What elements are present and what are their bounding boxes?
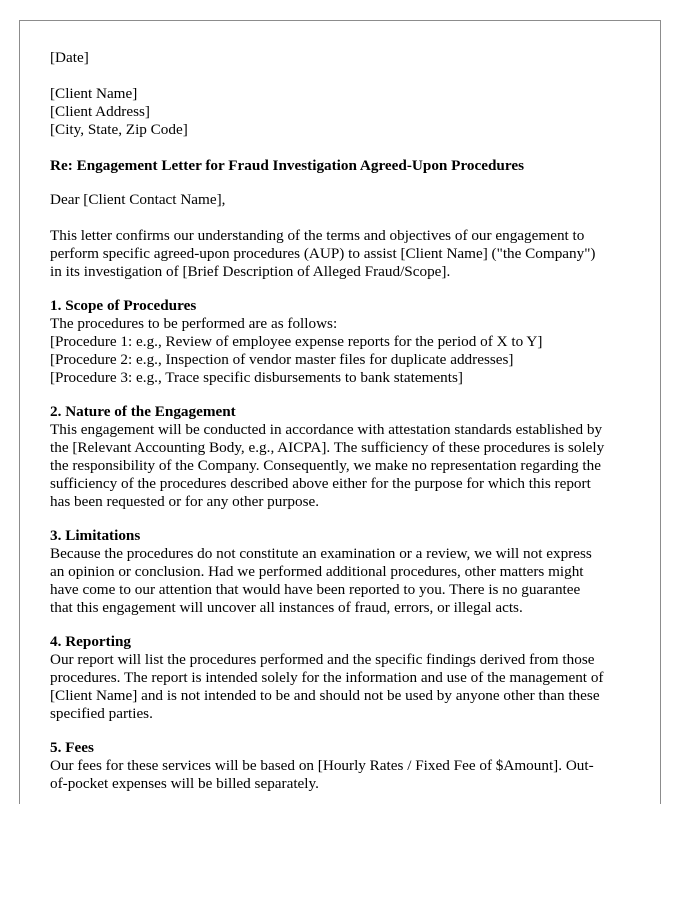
intro-line: perform specific agreed-upon procedures (AUP) to assist [Client Name] ("the Company") xyxy=(50,245,596,262)
section-line: that this engagement will uncover all instances of fraud, errors, or illegal acts. xyxy=(50,599,523,616)
section-line: sufficiency of the procedures described above either for the purpose for which this report xyxy=(50,475,591,492)
section-heading: 3. Limitations xyxy=(50,527,141,544)
section-reporting xyxy=(50,633,660,723)
section-heading: 5. Fees xyxy=(50,739,94,756)
section-limitations xyxy=(50,527,660,617)
section-line: have come to our attention that would have been reported to you. There is no guarantee xyxy=(50,581,581,598)
procedure-item: [Procedure 3: e.g., Trace specific disbursements to bank statements] xyxy=(50,369,463,386)
section-line: The procedures to be performed are as follows: xyxy=(50,315,338,332)
section-line: Our report will list the procedures performed and the specific findings derived from those xyxy=(50,651,595,668)
section-line: the [Relevant Accounting Body, e.g., AICPA]. The sufficiency of these procedures is solely xyxy=(50,439,605,456)
section-line: an opinion or conclusion. Had we performed additional procedures, other matters might xyxy=(50,563,584,580)
section-line: has been requested or for any other purpose. xyxy=(50,493,320,510)
section-line: Because the procedures do not constitute an examination or a review, we will not express xyxy=(50,545,592,562)
recipient-name: [Client Name] xyxy=(50,85,138,102)
section-line: This engagement will be conducted in accordance with attestation standards established by xyxy=(50,421,603,438)
section-fees xyxy=(50,739,660,793)
procedure-item: [Procedure 1: e.g., Review of employee expense reports for the period of X to Y] xyxy=(50,333,543,350)
section-line: of-pocket expenses will be billed separately. xyxy=(50,775,319,792)
salutation-block xyxy=(50,191,660,209)
section-line: [Client Name] and is not intended to be and should not be used by anyone other than these xyxy=(50,687,600,704)
intro-line: This letter confirms our understanding of the terms and objectives of our engagement to xyxy=(50,227,585,244)
subject-block xyxy=(50,157,660,175)
procedure-item: [Procedure 2: e.g., Inspection of vendor master files for duplicate addresses] xyxy=(50,351,514,368)
date-line: [Date] xyxy=(50,49,89,66)
section-nature xyxy=(50,403,660,511)
letter-page xyxy=(19,20,661,804)
date-block xyxy=(50,49,660,67)
intro-paragraph xyxy=(50,227,660,281)
recipient-address: [Client Address] xyxy=(50,103,150,120)
section-heading: 2. Nature of the Engagement xyxy=(50,403,236,420)
section-heading: 4. Reporting xyxy=(50,633,131,650)
section-heading: 1. Scope of Procedures xyxy=(50,297,197,314)
recipient-city-state-zip: [City, State, Zip Code] xyxy=(50,121,188,138)
section-scope xyxy=(50,297,660,387)
section-line: Our fees for these services will be based on [Hourly Rates / Fixed Fee of $Amount]. Out- xyxy=(50,757,594,774)
section-line: specified parties. xyxy=(50,705,153,722)
recipient-address-block xyxy=(50,85,660,139)
salutation: Dear [Client Contact Name], xyxy=(50,191,226,208)
section-line: procedures. The report is intended solely for the information and use of the management of xyxy=(50,669,604,686)
section-line: the responsibility of the Company. Consequently, we make no representation regarding the xyxy=(50,457,601,474)
intro-line: in its investigation of [Brief Description of Alleged Fraud/Scope]. xyxy=(50,263,451,280)
subject-line: Re: Engagement Letter for Fraud Investigation Agreed-Upon Procedures xyxy=(50,157,524,174)
